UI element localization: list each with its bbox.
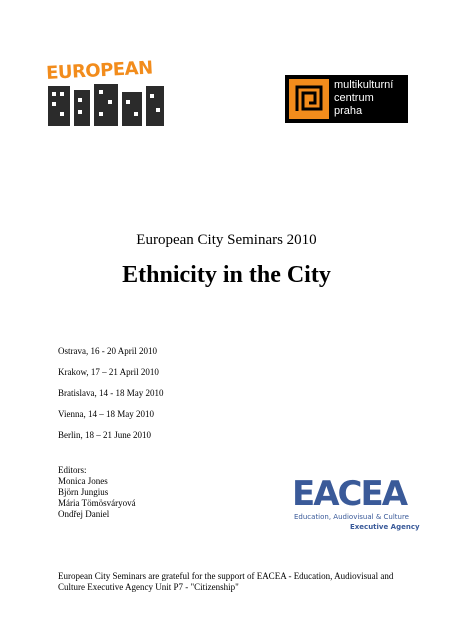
editor-name: Ondřej Daniel: [58, 509, 110, 519]
editors-label: Editors:: [58, 465, 87, 475]
schedule-item: Ostrava, 16 - 20 April 2010: [58, 346, 157, 356]
eacea-logo: [290, 465, 420, 537]
mc-line-3: praha: [334, 105, 363, 117]
editor-name: Mária Tömösváryová: [58, 498, 136, 508]
schedule-item: Vienna, 14 – 18 May 2010: [58, 409, 154, 419]
city-buildings-graphic: [48, 84, 164, 126]
document-title: Ethnicity in the City: [122, 262, 331, 288]
editor-name: Björn Jungius: [58, 487, 109, 497]
seminar-series-subtitle: European City Seminars 2010: [136, 232, 317, 248]
editor-name: Monica Jones: [58, 476, 108, 486]
schedule-item: Berlin, 18 – 21 June 2010: [58, 430, 151, 440]
european-city-logo-bottom: CITY: [44, 54, 47, 55]
mc-line-1: multikulturní: [334, 79, 394, 91]
seminar-schedule: [58, 345, 163, 450]
editors-block: [58, 465, 136, 520]
acknowledgement-text: European City Seminars are grateful for the support of EACEA - Education, Audiovisual and Culture Executive Agency Unit P7 - "Citizenship": [58, 571, 394, 592]
eacea-tagline-1: Education, Audiovisual & Culture: [294, 513, 409, 521]
spiral-icon: [289, 79, 329, 119]
european-city-logo: [44, 54, 168, 130]
schedule-item: Krakow, 17 – 21 April 2010: [58, 367, 159, 377]
schedule-item: Bratislava, 14 - 18 May 2010: [58, 388, 164, 398]
eacea-wordmark: EACEA: [292, 474, 407, 514]
european-city-logo-top: EUROPEAN: [45, 57, 154, 85]
multikulturni-centrum-logo: [285, 75, 408, 123]
mc-line-2: centrum: [334, 92, 374, 104]
eacea-tagline-2: Executive Agency: [350, 523, 420, 531]
